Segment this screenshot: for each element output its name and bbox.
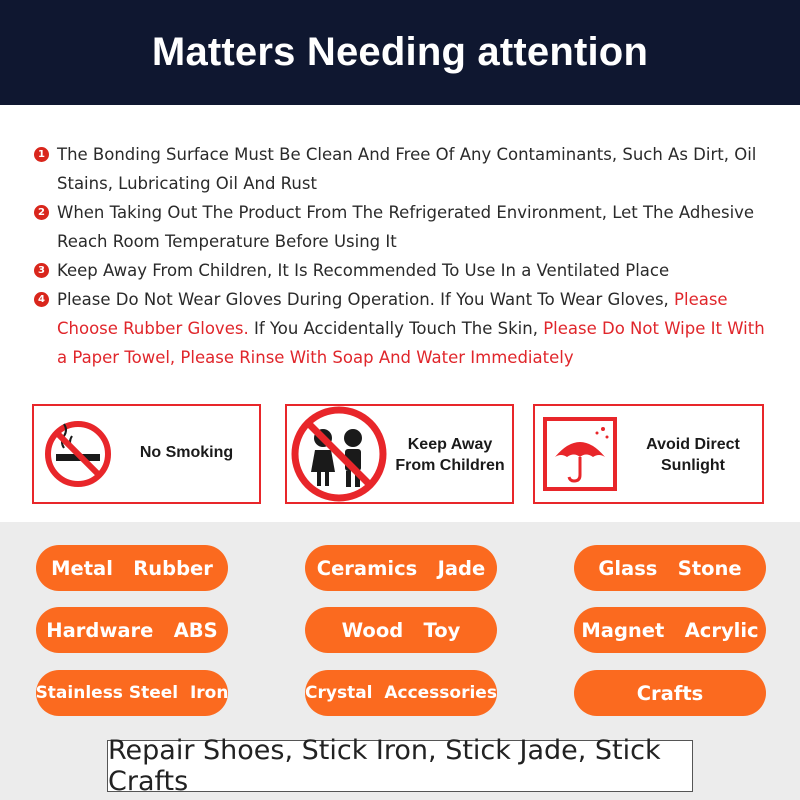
note-text: The Bonding Surface Must Be Clean And Free Of Any Contaminants, Such As Dirt, Oil Stains, Lubricating Oil And Rust bbox=[57, 145, 757, 193]
page-title: Matters Needing attention bbox=[151, 30, 649, 74]
note-text: Please Do Not Wear Gloves During Operation. If You Want To Wear Gloves, Please Choose Rubber Gloves. If You Accidentally Touch The Skin, Please Do Not Wipe It With a Paper Towel, Please Rinse With Soap And Water Immediately bbox=[57, 290, 765, 367]
material-pill: Crystal Accessories bbox=[305, 670, 497, 716]
material-pill: Hardware ABS bbox=[36, 607, 228, 653]
no-children-icon bbox=[289, 406, 389, 502]
note-item bbox=[34, 140, 774, 198]
keep-away-from-children-sign bbox=[285, 404, 514, 504]
sign-label: Avoid Direct Sunlight bbox=[646, 436, 740, 474]
note-number-badge: 4 bbox=[34, 292, 49, 307]
material-pill: Glass Stone bbox=[574, 545, 766, 591]
material-pill: Magnet Acrylic bbox=[574, 607, 766, 653]
sign-label: No Smoking bbox=[139, 444, 234, 461]
umbrella-icon bbox=[543, 417, 617, 491]
avoid-sunlight-sign bbox=[533, 404, 764, 504]
material-pill: Metal Rubber bbox=[36, 545, 228, 591]
header-banner bbox=[0, 0, 800, 105]
note-number-badge: 3 bbox=[34, 263, 49, 278]
note-text: Keep Away From Children, It Is Recommended To Use In a Ventilated Place bbox=[57, 261, 670, 280]
note-item bbox=[34, 256, 774, 285]
no-smoking-sign bbox=[32, 404, 261, 504]
usage-summary-box: Repair Shoes, Stick Iron, Stick Jade, Stick Crafts bbox=[107, 740, 693, 792]
material-pill: Ceramics Jade bbox=[305, 545, 497, 591]
note-item bbox=[34, 285, 774, 372]
note-number-badge: 1 bbox=[34, 147, 49, 162]
note-number-badge: 2 bbox=[34, 205, 49, 220]
no-smoking-icon bbox=[42, 418, 114, 490]
material-pill: Wood Toy bbox=[305, 607, 497, 653]
note-item bbox=[34, 198, 774, 256]
sign-label: Keep Away From Children bbox=[395, 436, 505, 474]
material-pill: Stainless Steel Iron bbox=[36, 670, 228, 716]
material-pill: Crafts bbox=[574, 670, 766, 716]
note-text: When Taking Out The Product From The Refrigerated Environment, Let The Adhesive Reach Room Temperature Before Using It bbox=[57, 203, 755, 251]
notes-list bbox=[34, 140, 774, 372]
